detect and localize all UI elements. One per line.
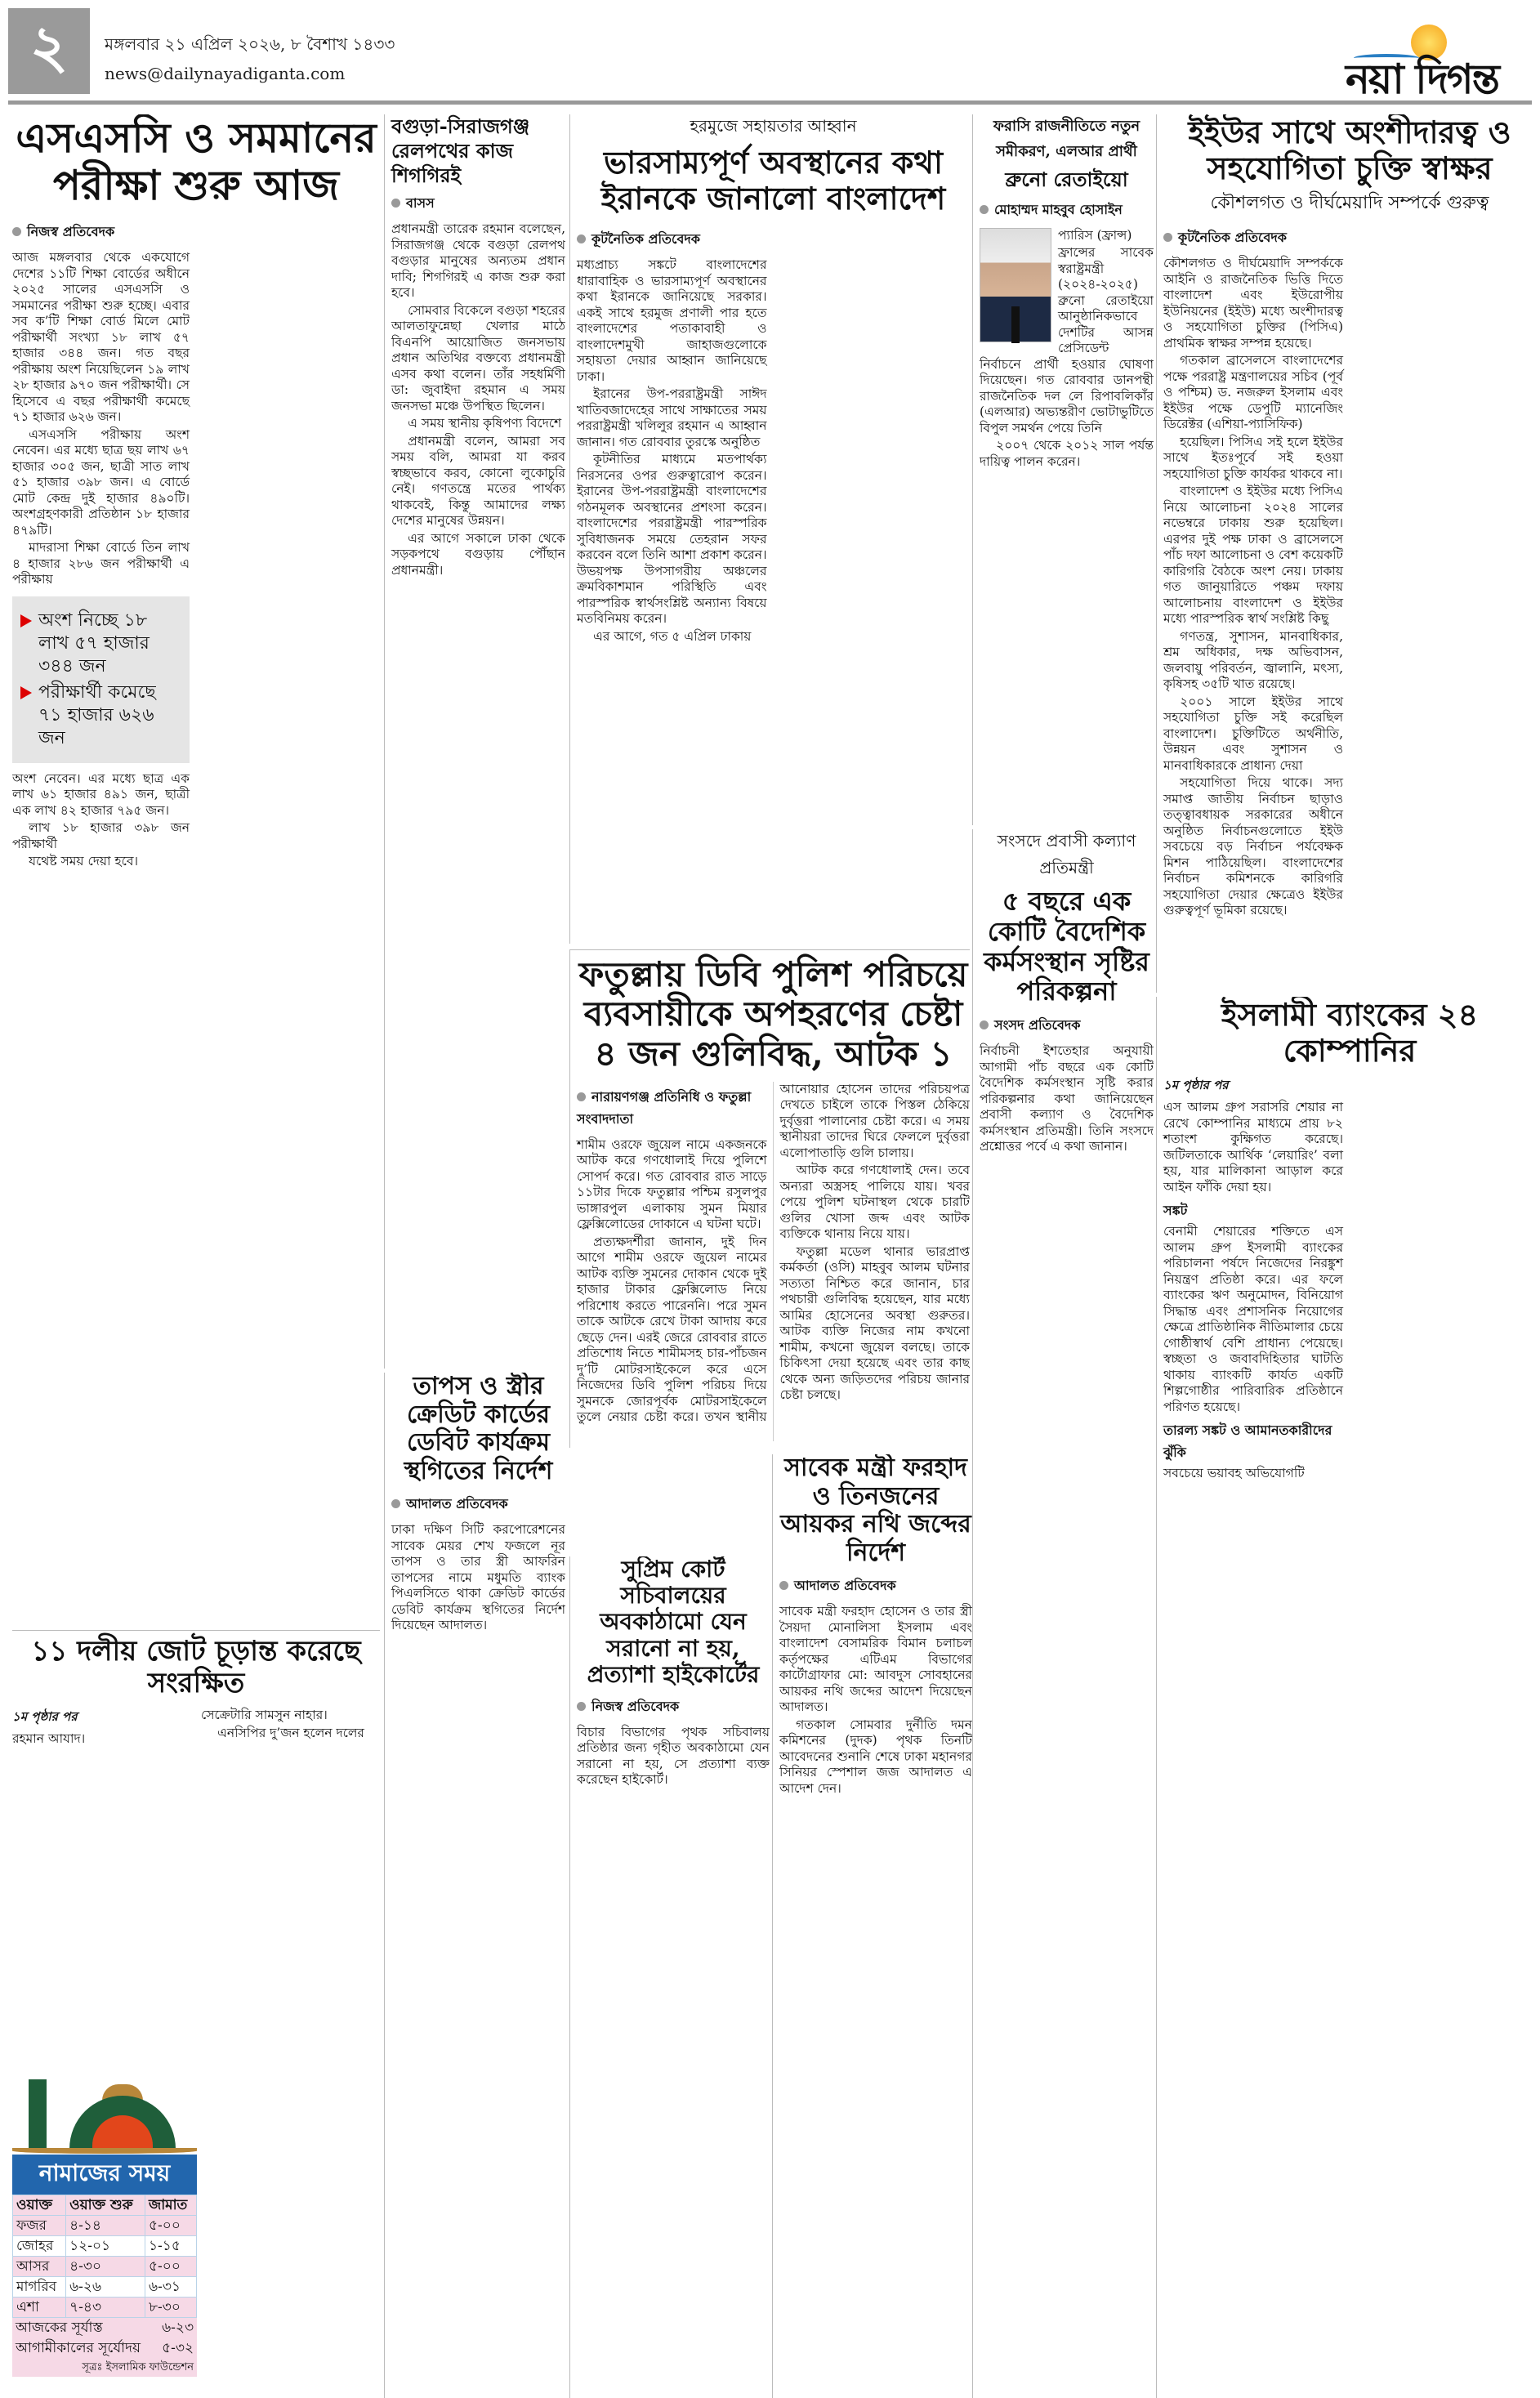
issue-date: মঙ্গলবার ২১ এপ্রিল ২০২৬, ৮ বৈশাখ ১৪৩৩ [105,34,395,54]
paragraph: কূটনীতির মাধ্যমে মতপার্থক্য নিরসনের ওপর গুরুত্বারোপ করেন। ইরানের উপ-পররাষ্ট্রমন্ত্রী বাংলাদেশের গঠনমূলক অবস্থানের প্রশংসা করেন। বাংলাদেশের পররাষ্ট্রমন্ত্রী পারস্পরিক সুবিধাজনক সময়ে তেহরান সফর করবেন বলে তিনি আশা প্রকাশ করেন। উভয়পক্ষ উপসাগরীয় অঞ্চলের ক্রমবিকাশমান পরিস্থিতি এবং পারস্পরিক স্বার্থসংশ্লিষ্ট অন্যান্য বিষয়ে মতবিনিময় করেন। [577,452,767,627]
prayer-row [13,2298,197,2318]
sunrise-row [12,2338,197,2359]
paragraph: গতকাল সোমবার দুর্নীতি দমন কমিশনের (দুদক) পৃথক তিনটি আবেদনের শুনানি শেষে ঢাকা মহানগর সিনিয়র স্পেশাল জজ আদালত এ আদেশ দেন। [779,1717,972,1796]
byline: কূটনৈতিক প্রতিবেদক [1163,227,1343,249]
sunrise-label: আগামীকালের সূর্যোদয় [16,2340,141,2356]
paragraph: কৌশলগত ও দীর্ঘমেয়াদি সম্পর্ককে আইনি ও রাজনৈতিক ভিত্তি দিতে বাংলাদেশ এবং ইউরোপীয় ইউনিয়নের (ইইউ) মধ্যে অংশীদারত্ব ও সহযোগিতা চুক্তির (পিসিএ) প্রাথমিক স্বাক্ষর সম্পন্ন হয়েছে। [1163,256,1343,351]
article-body [577,1082,970,1441]
paragraph: সাবেক মন্ত্রী ফরহাদ হোসেন ও তার স্ত্রী সৈয়দা মোনালিসা ইসলাম এবং বাংলাদেশ বেসামরিক বিমান চলাচল কর্তৃপক্ষের এটিএম বিভাগের কার্টোগ্রাফার মো: আবদুস সোবহানের আয়কর নথি জব্দের আদেশ দিয়েছেন আদালত। [779,1604,972,1714]
jamaat-time: ৬-৩১ [145,2277,197,2298]
article-france [972,114,1154,825]
col-header: জামাত [145,2195,197,2216]
article-bogura [384,114,565,1369]
paragraph: যথেষ্ট সময় দেয়া হবে। [29,854,138,869]
paragraph: সোমবার বিকেলে বগুড়া শহরের আলতাফুন্নেছা খেলার মাঠে বিএনপি আয়োজিত জনসভায় প্রধান অতিথির বক্তব্যে প্রধানমন্ত্রী এসব কথা বলেন। তাঁর সহধর্মিণী ডা: জুবাইদা রহমান এ সময় জনসভা মঞ্চে উপস্থিত ছিলেন। [391,302,565,413]
continued-label: ১ম পৃষ্ঠার পর [12,1709,78,1725]
headline: রেলপথের কাজ শিগগিরই [391,139,514,187]
article-body [12,217,380,1540]
byline: নিজস্ব প্রতিবেদক [12,221,190,243]
paragraphs [1163,1466,1343,1482]
paragraph: সবচেয়ে ভয়াবহ অভিযোগটি [1163,1466,1305,1481]
paragraph: এস আলম গ্রুপ সরাসরি শেয়ার না রেখে কোম্পানির মাধ্যমে প্রায় ৮২ শতাংশ কুক্ষিগত করেছে। জটিলতাকে আর্থিক ‘লেয়ারিং’ বলা হয়, যার মালিকানা আড়াল করে আইন ফাঁকি দেয়া হয়। [1163,1100,1343,1195]
prayer-row [13,2277,197,2298]
paragraph: মাদরাসা শিক্ষা বোর্ডে তিন লাখ ৪ হাজার ২৮৬ জন পরীক্ষার্থী এ পরীক্ষায় [12,540,190,587]
paragraph: অংশ নেবেন। এর মধ্যে ছাত্র এক লাখ ৬১ হাজার ৪৯১ জন, ছাত্রী এক লাখ ৪২ হাজার ৭৯৫ জন। [12,770,190,818]
paragraph: এনসিপির দু’জন হলেন দলের [217,1725,364,1740]
col-header: ওয়াক্ত শুরু [66,2195,145,2216]
paragraph: প্রত্যক্ষদর্শীরা জানান, দুই দিন আগে শামীম ওরফে জুয়েল নামের আটক ব্যক্তি সুমনের দোকান থেকে দুই হাজার টাকার ফ্লেক্সিলোড নিয়ে পরিশোধ করতে পারেননি। পরে সুমন তাকে আটকে রেখে টাকা আদায় করে ছেড়ে দেন। এরই জেরে রোববার রাতে প্রতিশোধ নিতে শামীমসহ চার-পাঁচজন দু’টি মোটরসাইকেলে করে এসে নিজেদের ডিবি পুলিশ পরিচয় দিয়ে সুমনকে জোরপূর্বক মোটরসাইকেলে তুলে নেয়ার চেষ্টা করে। তখন স্থানীয় আনোয়ার হোসেন তাদের পরিচয়পত্র দেখতে চাইলে তাকে পিস্তল ঠেকিয়ে দুর্বৃত্তরা পালানোর চেষ্টা করে। এ সময় স্থানীয়রা তাদের ঘিরে ফেললে দুর্বৃত্তরা এলোপাতাড়ি গুলি চালায়। [577,1081,970,1425]
mosque-icon [12,2079,197,2155]
article-fatullah [569,949,970,1448]
paragraph: ইরানের উপ-পররাষ্ট্রমন্ত্রী সাঈদ খাতিবজাদেহের সাথে সাক্ষাতের সময় পররাষ্ট্রমন্ত্রী খলিলুর রহমান এ আহ্বান জানান। গত রোববার তুরস্কে অনুষ্ঠিত [577,386,767,449]
byline: আদালত প্রতিবেদক [391,1494,565,1516]
byline: বাসস [391,193,565,215]
paragraph: ঢাকা দক্ষিণ সিটি করপোরেশনের সাবেক মেয়র শেখ ফজলে নূর তাপস ও তার স্ত্রী আফরিন তাপসের নামে মধুমতি ব্যাংক পিএলসিতে থাকা ক্রেডিট কার্ডের ডেবিট কার্যক্রম স্থগিতের নির্দেশ দিয়েছেন আদালত। [391,1522,565,1632]
paragraph: আটক করে গণধোলাই দেন। তবে অন্যরা অস্ত্রসহ পালিয়ে যায়। খবর পেয়ে পুলিশ ঘটনাস্থল থেকে চারটি গুলির খোসা জব্দ এবং আটক ব্যক্তিকে থানায় নিয়ে যায়। [779,1163,970,1242]
paragraphs [391,1522,565,1634]
paragraphs [577,257,767,645]
sunset-label: আজকের সূর্যাস্ত [16,2320,103,2336]
article-ssc [12,114,380,1622]
start-time: ৭-৪৩ [66,2298,145,2318]
sunset-row [12,2318,197,2338]
paragraph: বেনামী শেয়ারের শক্তিতে এস আলম গ্রুপ ইসলামী ব্যাংকের পরিচালনা পর্ষদে নিজেদের নিরঙ্কুশ নিয়ন্ত্রণ প্রতিষ্ঠা করে। এর ফলে ব্যাংকের ঋণ অনুমোদন, বিনিয়োগ সিদ্ধান্ত এবং প্রশাসনিক নিয়োগের ক্ষেত্রে প্রাতিষ্ঠানিক নীতিমালার চেয়ে গোষ্ঠীস্বার্থ বেশি প্রাধান্য পেয়েছে। স্বচ্ছতা ও জবাবদিহিতার ঘাটতি থাকায় ব্যাংকটি কার্যত একটি শিল্পগোষ্ঠীর পারিবারিক প্রতিষ্ঠানে পরিণত হয়েছে। [1163,1224,1343,1414]
kicker: বগুড়া-সিরাজগঞ্জ [391,114,530,138]
paragraph: এর আগে সকালে ঢাকা থেকে সড়কপথে বগুড়ায় পৌঁছান প্রধানমন্ত্রী। [391,530,565,578]
paragraph: গণতন্ত্র, সুশাসন, মানবাধিকার, শ্রম অধিকার, দক্ষ অভিবাসন, জলবায়ু পরিবর্তন, জ্বালানি, মৎস্য, কৃষিসহ ৩৫টি খাত রয়েছে। [1163,628,1343,692]
headline: সাবেক মন্ত্রী ফরহাদ ও তিনজনের আয়কর নথি জব্দের নির্দেশ [780,1454,971,1567]
paragraph: আজ মঙ্গলবার থেকে একযোগে দেশের ১১টি শিক্ষা বোর্ডের অধীনে ২০২৫ সালের এসএসসি ও সমমানের পরীক্ষা শুরু হচ্ছে। এবার সব ক’টি শিক্ষা বোর্ড মিলে মোট পরীক্ষার্থী সংখ্যা ১৮ লাখ ৫৭ হাজার ৩৪৪ জন। গত বছর পরীক্ষায় অংশ নিয়েছিলেন ১৯ লাখ ২৮ হাজার ৯৭০ জন পরীক্ষার্থী। সে হিসেবে এ বছর পরীক্ষার্থী কমেছে ৭১ হাজার ৬২৬ জন। [12,250,190,424]
headline: ১১ দলীয় জোট চূড়ান্ত করেছে সংরক্ষিত [31,1635,361,1700]
byline: আদালত প্রতিবেদক [779,1575,972,1597]
paragraph: প্রধানমন্ত্রী তারেক রহমান বলেছেন, সিরাজগঞ্জ থেকে বগুড়া রেলপথ বগুড়ার মানুষের অন্যতম প্রধান দাবি; শিগগিরই এ কাজ শুরু করা হবে। [391,221,565,300]
sunrise-time: ৫-৩২ [162,2340,194,2356]
article-body-left [12,1708,191,1749]
prayer-name: মাগরিব [13,2277,66,2298]
byline: নারায়ণগঞ্জ প্রতিনিধি ও ফতুল্লা সংবাদদাতা [577,1087,767,1131]
kicker: সংসদে প্রবাসী কল্যাণ প্রতিমন্ত্রী [997,831,1136,877]
paragraphs [1163,256,1343,919]
paragraphs [779,1604,972,1797]
prayer-name: আসর [13,2257,66,2277]
newspaper-logo [1346,25,1525,103]
article-eu [1156,114,1536,993]
pull-quote [12,596,190,763]
paragraphs [12,771,190,870]
headline: ইসলামী ব্যাংকের ২৪ কোম্পানির [1221,997,1479,1069]
source-note: সূত্রঃ ইসলামিক ফাউন্ডেশন [12,2359,197,2377]
jamaat-time: ৫-০০ [145,2216,197,2236]
byline: নিজস্ব প্রতিবেদক [577,1696,770,1718]
logo-text: নয়া দিগন্ত [1346,55,1499,103]
contact-email[interactable]: news@dailynayadiganta.com [105,64,346,83]
paragraph: এর আগে, গত ৫ এপ্রিল ঢাকায় [593,628,752,644]
prayer-row [13,2257,197,2277]
headline: ফতুল্লায় ডিবি পুলিশ পরিচয়ে ব্যবসায়ীকে অপহরণের চেষ্টা ৪ জন গুলিবিদ্ধ, আটক ১ [578,954,968,1074]
page-number: ২ [8,8,90,94]
pull-quote-item: অংশ নিচ্ছে ১৮ লাখ ৫৭ হাজার ৩৪৪ জন [20,610,181,678]
paragraphs [1163,1224,1343,1415]
paragraphs [1163,1100,1343,1195]
paragraphs [201,1708,380,1741]
article-body [1163,1076,1536,2398]
paragraph: রহমান আযাদ। [12,1731,86,1747]
prayer-table [12,2195,197,2318]
article-farhad [772,1454,972,2398]
headline: ব্রুনো রেতাইয়ো [1005,167,1128,191]
dateline: প্যারিস (ফ্রান্স) [1058,227,1132,243]
article-islami-bank [1156,997,1536,2398]
jamaat-time: ৮-৩০ [145,2298,197,2318]
paragraph: লাখ ১৮ হাজার ৩৯৮ জন পরীক্ষার্থী [12,820,190,851]
byline: কূটনৈতিক প্রতিবেদক [577,229,767,251]
article-body-right [201,1708,380,1749]
article-tapas [384,1373,565,2398]
portrait-photo [980,228,1051,342]
paragraphs [391,221,565,578]
subheadline: কৌশলগত ও দীর্ঘমেয়াদি সম্পর্কে গুরুত্ব [1210,193,1489,214]
headline: ইইউর সাথে অংশীদারত্ব ও সহযোগিতা চুক্তি স্বাক্ষর [1188,114,1511,186]
pull-quote-item: পরীক্ষার্থী কমেছে ৭১ হাজার ৬২৬ জন [20,681,181,750]
paragraph: হয়েছিল। পিসিএ সই হলে ইইউর সাথে ইতঃপূর্বে সই হওয়া সহযোগিতা চুক্তি কার্যকর থাকবে না। [1163,434,1343,481]
byline: সংসদ প্রতিবেদক [980,1015,1154,1037]
headline: এসএসসি ও সমমানের পরীক্ষা শুরু আজ [16,114,377,209]
prayer-title: নামাজের সময় [12,2155,197,2195]
subheading: সঙ্কট [1163,1203,1188,1219]
page-header [8,8,1532,105]
paragraph: ২০০১ সালে ইইউর সাথে সহযোগিতা চুক্তি সই করেছিল বাংলাদেশ। চুক্তিটিতে অর্থনীতি, উন্নয়ন এবং সুশাসন ও মানবাধিকারকে প্রাধান্য দেয়া [1163,694,1343,773]
byline: মোহাম্মদ মাহবুব হোসাইন [980,199,1154,221]
paragraph: মধ্যপ্রাচ্য সঙ্কটে বাংলাদেশের ধারাবাহিক ও ভারসাম্যপূর্ণ অবস্থানের কথা ইরানকে জানিয়েছে সরকার। একই সাথে হরমুজ প্রণালী পার হতে বাংলাদেশের পতাকাবাহী ও বাংলাদেশমুখী জাহাজগুলোকে সহায়তা দেয়ার আহ্বান জানিয়েছে ঢাকা। [577,257,767,384]
paragraph: প্রধানমন্ত্রী বলেন, আমরা সব সময় বলি, আমরা যা করব স্বচ্ছভাবে করব, কোনো লুকোচুরি নেই। গণতন্ত্রে মতের পার্থক্য থাকবেই, কিন্তু আমাদের লক্ষ্য দেশের মানুষের উন্নয়ন। [391,433,565,528]
paragraphs [980,1043,1154,1155]
article-supreme-court [569,1556,770,2398]
paragraphs [12,1731,191,1748]
col-header: ওয়াক্ত [13,2195,66,2216]
headline: তাপস ও স্ত্রীর ক্রেডিট কার্ডের ডেবিট কার্যক্রম স্থগিতের নির্দেশ [404,1373,553,1485]
start-time: ৪-৩০ [66,2257,145,2277]
prayer-name: এশা [13,2298,66,2318]
article-body [577,224,970,910]
kicker: ফরাসি রাজনীতিতে নতুন সমীকরণ, এলআর প্রার্থী [993,118,1140,160]
prayer-times-box [12,2079,197,2377]
headline: সুপ্রিম কোর্ট সচিবালয়ের অবকাঠামো যেন সরানো না হয়, প্রত্যাশা হাইকোর্টের [587,1556,760,1688]
article-expat-employment [972,829,1154,2398]
start-time: ৬-২৬ [66,2277,145,2298]
prayer-row [13,2236,197,2257]
paragraph: ২০০৭ থেকে ২০১২ সাল পর্যন্ত দায়িত্ব পালন করেন। [980,438,1154,469]
paragraphs [577,1725,770,1788]
article-iran [569,114,970,944]
article-body [1163,222,1536,958]
prayer-name: জোহর [13,2236,66,2257]
prayer-name: ফজর [13,2216,66,2236]
paragraphs [12,250,190,588]
kicker: হরমুজে সহায়তার আহ্বান [690,116,857,136]
headline: ৫ বছরে এক কোটি বৈদেশিক কর্মসংস্থান সৃষ্টির পরিকল্পনা [984,886,1149,1007]
jamaat-time: ১-১৫ [145,2236,197,2257]
paragraph: বিচার বিভাগের পৃথক সচিবালয় প্রতিষ্ঠার জন্য গৃহীত অবকাঠামো যেন সরানো না হয়, সে প্রত্যাশা ব্যক্ত করেছেন হাইকোর্ট। [577,1724,770,1788]
paragraph: সেক্রেটারি সামসুন নাহার। [201,1708,328,1723]
paragraph: এসএসসি পরীক্ষায় অংশ নেবেন। এর মধ্যে ছাত্র ছয় লাখ ৬৭ হাজার ৩০৫ জন, ছাত্রী সাত লাখ ৫১ হাজার ৩৯৮ জন। এ বোর্ডে মোট কেন্দ্র দুই হাজার ৪৯০টি। অংশগ্রহণকারী প্রতিষ্ঠান ১৮ হাজার ৪৭৯টি। [12,426,190,538]
subheading: তারল্য সঙ্কট ও আমানতকারীদের ঝুঁকি [1163,1422,1332,1461]
paragraph: গতকাল ব্রাসেলসে বাংলাদেশের পক্ষে পররাষ্ট্র মন্ত্রণালয়ের সচিব (পূর্ব ও পশ্চিম) ড. নজরুল ইসলাম এবং ইইউর পক্ষে ডেপুটি ম্যানেজিং ডিরেক্টর (এশিয়া-প্যাসিফিক) [1163,353,1343,432]
start-time: ৪-১৪ [66,2216,145,2236]
paragraph: শামীম ওরফে জুয়েল নামে একজনকে আটক করে গণধোলাই দিয়ে পুলিশে সোপর্দ করে। গত রোববার রাত সাড়ে ১১টার দিকে ফতুল্লার পশ্চিম রসুলপুর ভাঙ্গারপুল এলাকায় সুমন মিয়ার ফ্লেক্সিলোডের দোকানে এ ঘটনা ঘটে। [577,1136,767,1232]
sunset-time: ৬-২৩ [162,2320,194,2336]
headline: ভারসাম্যপূর্ণ অবস্থানের কথা ইরানকে জানালো বাংলাদেশ [600,144,946,217]
paragraph: ফ্রান্সের সাবেক স্বরাষ্ট্রমন্ত্রী (২০২৪-২০২৫) ব্রুনো রেতাইয়ো আনুষ্ঠানিকভাবে দেশটির আসন্ন প্রেসিডেন্ট নির্বাচনে প্রার্থী হওয়ার ঘোষণা দিয়েছেন। গত রোববার ডানপন্থী রাজনৈতিক দল লে রিপাবলিকাঁর (এলআর) অভ্যন্তরীণ ভোটাভুটিতে বিপুল সমর্থন পেয়ে তিনি [980,245,1154,435]
paragraph: বাংলাদেশ ও ইইউর মধ্যে পিসিএ নিয়ে আলোচনা ২০২৪ সালের নভেম্বরে ঢাকায় শুরু হয়েছিল। এরপর দুই পক্ষ ঢাকা ও ব্রাসেলসে পাঁচ দফা আলোচনা ও বেশ কয়েকটি কারিগরি বৈঠকে অংশ নেয়। ঢাকায় গত জানুয়ারিতে পঞ্চম দফায় আলোচনায় বাংলাদেশ ও ইইউর মধ্যে পারস্পরিক স্বার্থ সংশ্লিষ্ট কিছু [1163,484,1343,627]
continued-label: ১ম পৃষ্ঠার পর [1163,1078,1229,1093]
start-time: ১২-০১ [66,2236,145,2257]
paragraphs [577,1082,970,1441]
article-alliance [12,1630,380,2071]
prayer-row [13,2216,197,2236]
jamaat-time: ৫-০০ [145,2257,197,2277]
paragraph: সহযোগিতা দিয়ে থাকে। সদ্য সমাপ্ত জাতীয় নির্বাচন ছাড়াও তত্ত্বাবধায়ক সরকারের অধীনে অনুষ্ঠিত নির্বাচনগুলোতে ইইউ সবচেয়ে বড় নির্বাচন পর্যবেক্ষক মিশন পাঠিয়েছিল। বাংলাদেশের নির্বাচন কমিশনকে কারিগরি সহযোগিতা দেয়ার ক্ষেত্রেও ইইউর গুরুত্বপূর্ণ ভূমিকা রয়েছে। [1163,775,1343,918]
paragraph: ফতুল্লা মডেল থানার ভারপ্রাপ্ত কর্মকর্তা (ওসি) মাহবুব আলম ঘটনার সত্যতা নিশ্চিত করে জানান, চার পথচারী গুলিবিদ্ধ হয়েছেন, যার মধ্যে আমির হোসেনের অবস্থা গুরুতর। আটক ব্যক্তি নিজের নাম কখনো শামীম, কখনো জুয়েল বলছে। তাকে চিকিৎসা দেয়া হয়েছে এবং তার কাছ থেকে অন্য জড়িতদের পরিচয় জানার চেষ্টা চলছে। [779,1244,970,1403]
paragraph: নির্বাচনী ইশতেহার অনুযায়ী আগামী পাঁচ বছরে এক কোটি বৈদেশিক কর্মসংস্থান সৃষ্টি করার পরিকল্পনার কথা জানিয়েছেন প্রবাসী কল্যাণ ও বৈদেশিক কর্মসংস্থান প্রতিমন্ত্রী। তিনি সংসদে প্রশ্নোত্তর পর্বে এ কথা জানান। [980,1043,1154,1154]
paragraph: এ সময় স্থানীয় কৃষিপণ্য বিদেশে [408,416,562,431]
